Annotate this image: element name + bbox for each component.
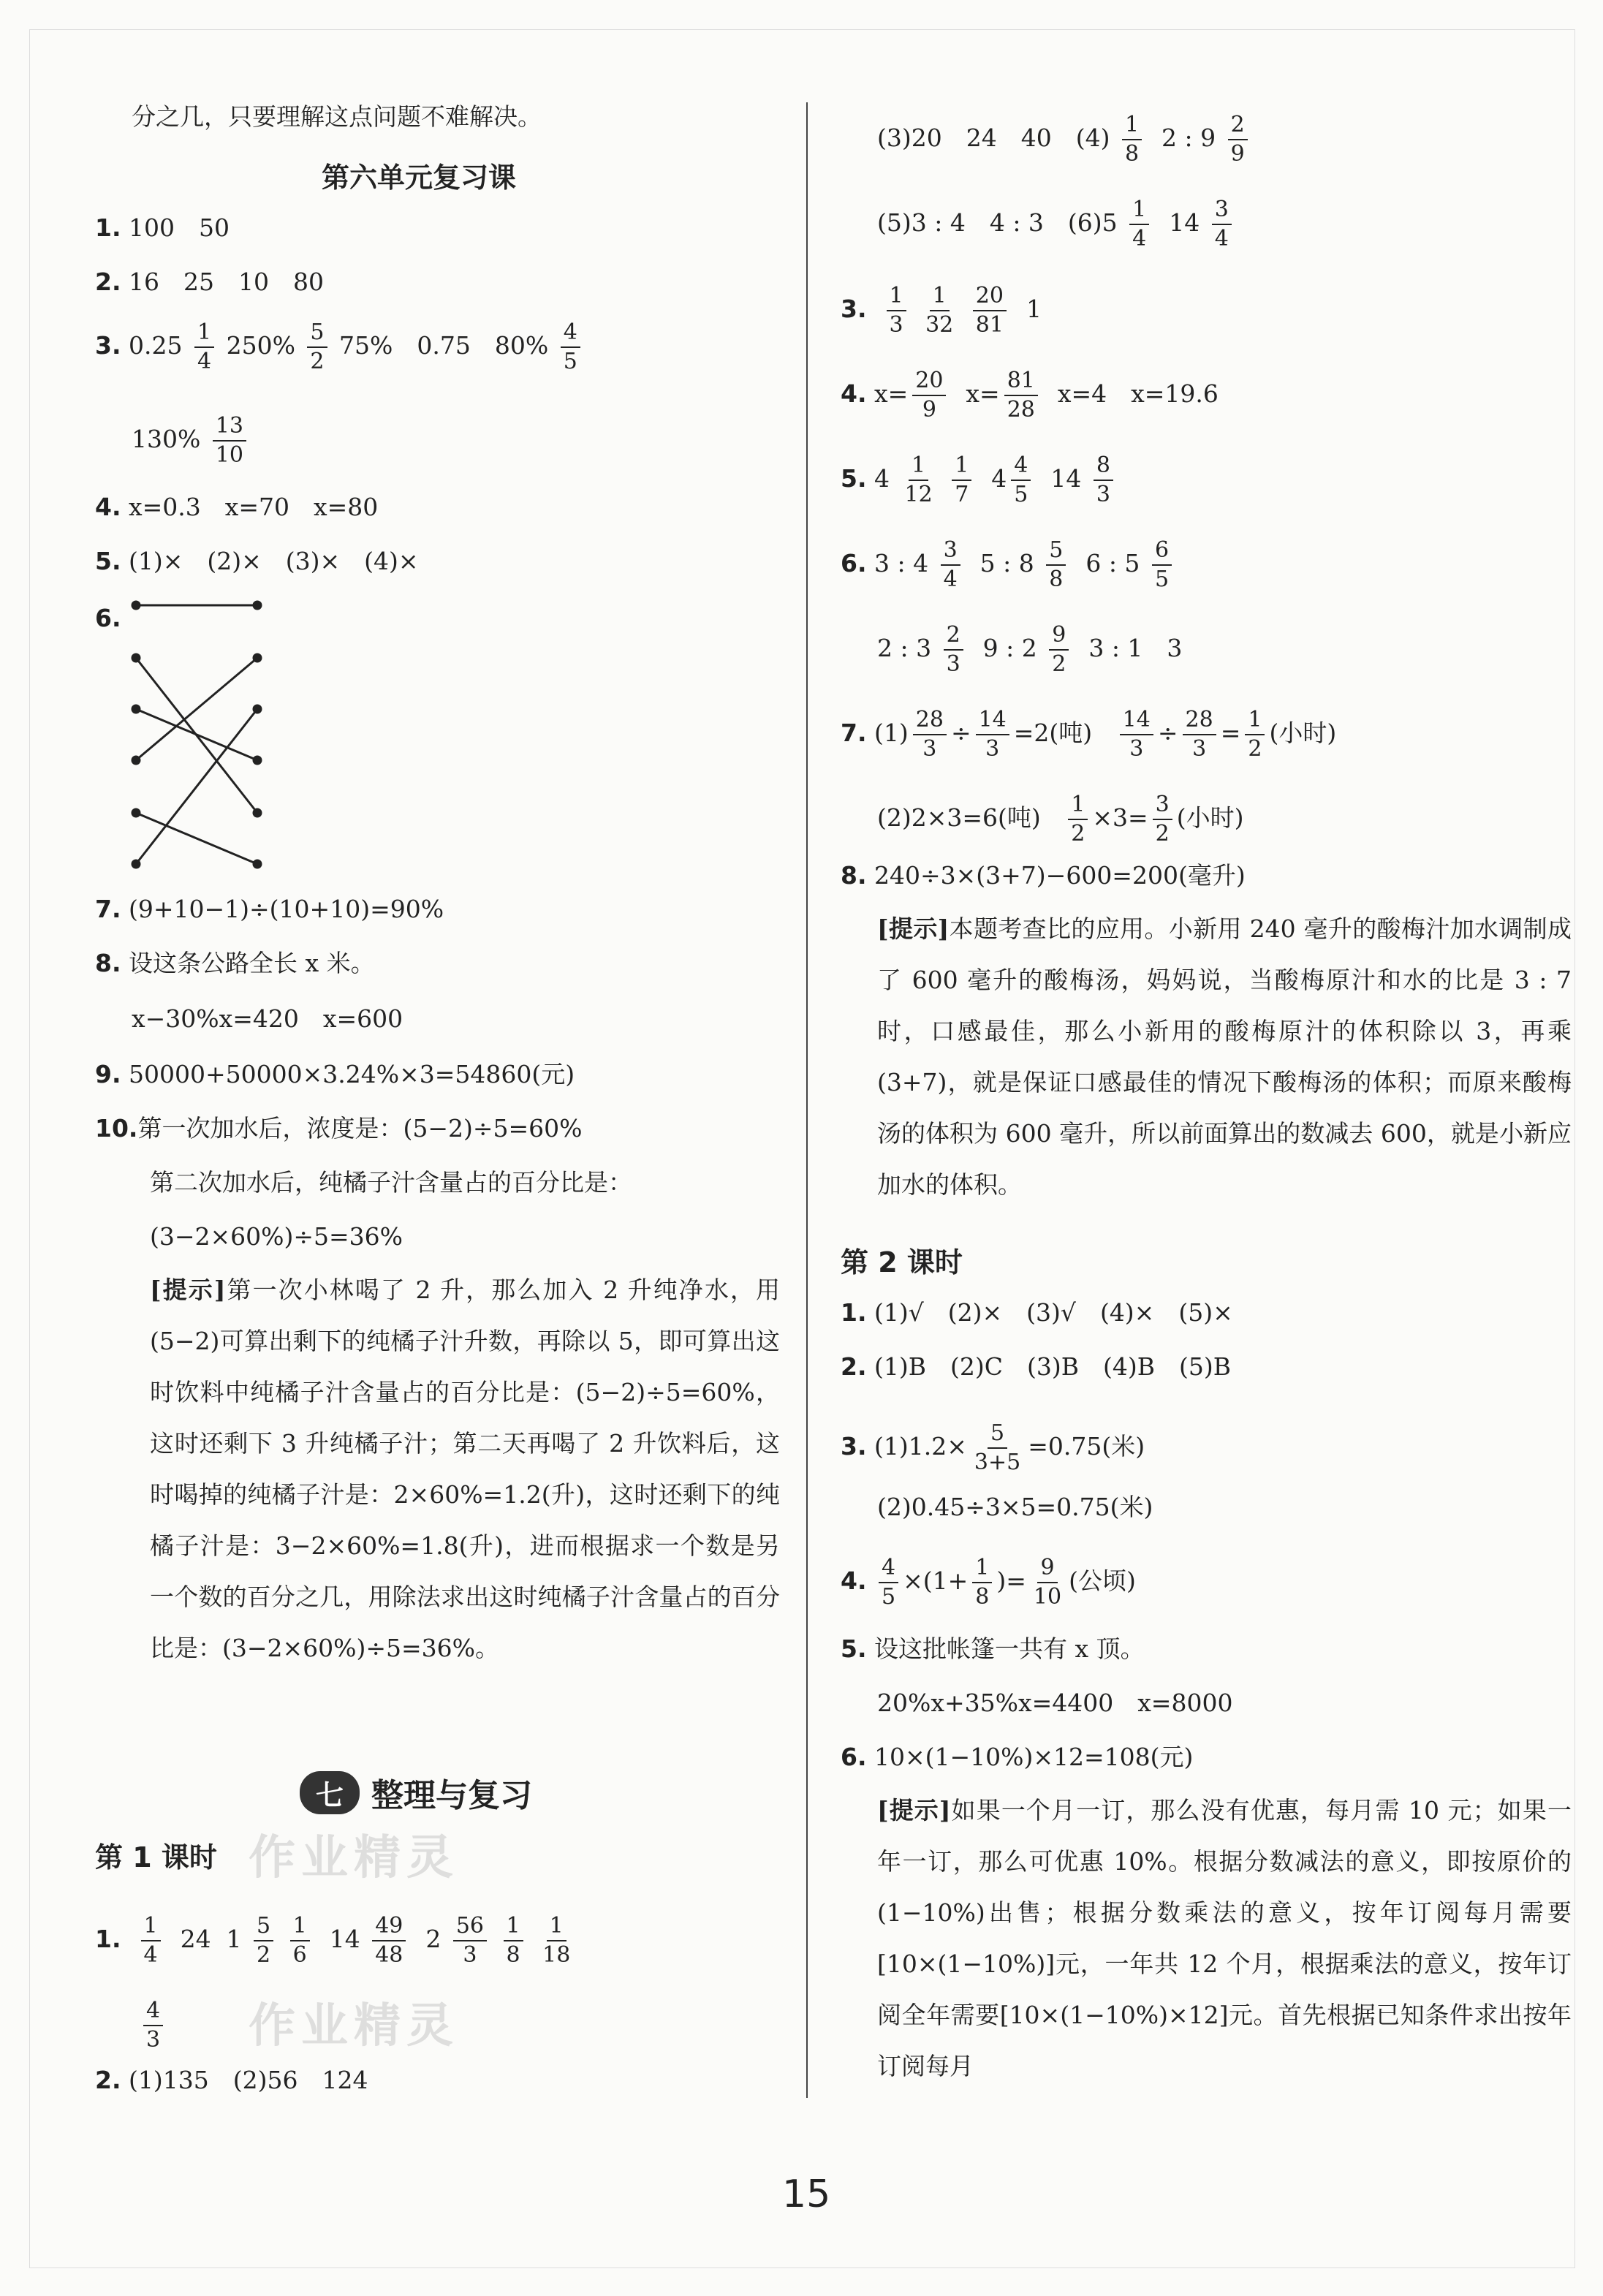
l2-answer-4: 4. $\frac{4}{5}$ ×(1+ $\frac{1}{8}$ )= $\frac{9}{10}$ (公顷) [841, 1555, 1136, 1610]
fraction: $\frac{3}{4}$ [941, 539, 960, 591]
answer-9: 9. 50000+50000×3.24%×3=54860(元) [95, 1060, 575, 1088]
r-answer-2-3-text: (3)20 24 40 (4) [877, 124, 1110, 152]
fraction: $\frac{56}{3}$ [453, 1915, 487, 1966]
fraction: $\frac{1}{4}$ [1129, 199, 1149, 250]
r-answer-2-3b: 2 : 9 [1161, 124, 1216, 152]
fraction: $\frac{28}{3}$ [913, 709, 947, 760]
answer-1: 1. 100 50 [95, 213, 230, 242]
r-answer-8: 8. 240÷3×(3+7)−600=200(毫升) [841, 861, 1246, 890]
chapter-number-badge: 七 [300, 1771, 360, 1814]
r-answer-8-hint [877, 903, 1572, 1210]
page-number: 15 [782, 2172, 831, 2216]
fraction: $\frac{2}{3}$ [944, 624, 963, 675]
fraction: $\frac{1}{32}$ [925, 283, 954, 338]
ratio: 5 : 8 [979, 549, 1034, 577]
r-answer-7: 7. (1) $\frac{28}{3}$ ÷ $\frac{14}{3}$ =2(吨) $\frac{14}{3}$ ÷ $\frac{28}{3}$ = $\frac{1}{2}$ (小时) [841, 707, 1337, 762]
fraction: $\frac{8}{3}$ [1094, 455, 1113, 506]
l2-answer-5-b: 20%x+35%x=4400 x=8000 [877, 1689, 1233, 1717]
answer-3-c: 75% 0.75 80% [339, 331, 549, 360]
fraction: $\frac{3}{2}$ [1153, 794, 1172, 845]
fraction: $\frac{1}{8}$ [972, 1557, 992, 1608]
ratio: 2 : 3 [877, 634, 932, 662]
r-answer-6-cont [877, 624, 1182, 675]
r-answer-5-a: 4 [874, 464, 890, 493]
chapter-title: 整理与复习 [371, 1777, 533, 1814]
answer-2-text: 16 25 10 80 [129, 268, 324, 296]
r-answer-2-part5 [877, 199, 1236, 250]
fraction: $\frac{1}{3}$ [887, 285, 906, 336]
answer-10-a: 第一次加水后，浓度是：(5−2)÷5=60% [137, 1114, 583, 1143]
matching-diagram [124, 592, 270, 870]
fraction: $\frac{1}{8}$ [1122, 114, 1142, 165]
fraction: $\frac{1}{4}$ [194, 322, 214, 373]
fraction: $\frac{5}{2}$ [307, 322, 327, 373]
fraction: $\frac{5}{8}$ [1046, 539, 1066, 591]
r-answer-2-6b: 14 [1169, 208, 1200, 237]
r-answer-7-a: =2(吨) [1013, 719, 1093, 747]
hint-text: 如果一个月一订，那么没有优惠，每月需 10 元；如果一年一订，那么可优惠 10%。根据分数减法的意义，即按原价的(1−10%)出售；根据分数乘法的意义，按年订阅每月需要[10×(1−10%)]元，一年共 12 个月，根据乘法的意义，按年订阅全年需要[10×(1−10%)×12]元。首先根据已知条件求出按年订阅每月 [877, 1796, 1572, 2080]
fraction: $\frac{5}{2}$ [254, 1915, 273, 1966]
fraction: $\frac{4}{5}$ [1011, 455, 1031, 506]
fraction: $\frac{13}{10}$ [213, 415, 246, 466]
r-answer-7-d: (小时) [1176, 803, 1244, 832]
r-answer-3-end: 1 [1026, 295, 1042, 323]
answer-3-cont [132, 415, 251, 466]
l2-answer-1-text: (1)√ (2)× (3)√ (4)× (5)× [874, 1298, 1233, 1327]
answer-10-hint [150, 1265, 780, 1674]
section-title: 第六单元复习课 [322, 162, 517, 194]
fraction: $\frac{49}{48}$ [372, 1915, 406, 1966]
r-answer-3: 3. $\frac{1}{3}$ $\frac{1}{32}$ $\frac{20}{81}$ 1 [841, 283, 1042, 338]
l2-answer-1: 1. (1)√ (2)× (3)√ (4)× (5)× [841, 1298, 1233, 1327]
r-answer-7-b: (小时) [1269, 719, 1337, 747]
fraction: $\frac{9}{2}$ [1049, 624, 1069, 675]
fraction: $\frac{20}{81}$ [973, 285, 1007, 336]
answer-5: 5. (1)× (2)× (3)× (4)× [95, 547, 419, 575]
lesson1-answer-1-cont [139, 2000, 167, 2051]
fraction: $\frac{1}{7}$ [952, 455, 971, 506]
l2-answer-6: 6. 10×(1−10%)×12=108(元) [841, 1743, 1194, 1771]
r-answer-2-part3 [877, 114, 1252, 165]
fraction: $\frac{5}{3+5}$ [974, 1420, 1021, 1475]
l2-answer-2: 2. (1)B (2)C (3)B (4)B (5)B [841, 1352, 1231, 1381]
answer-3-d: 130% [132, 425, 201, 453]
ratio: 9 : 2 [982, 634, 1037, 662]
fraction: $\frac{1}{8}$ [504, 1915, 523, 1966]
ratio: 3 : 1 3 [1088, 634, 1183, 662]
hint-label: [提示] [150, 1276, 226, 1304]
answer-9-text: 50000+50000×3.24%×3=54860(元) [129, 1060, 575, 1088]
l2-answer-6-hint [877, 1785, 1572, 2092]
answer-7: 7. (9+10−1)÷(10+10)=90% [95, 895, 444, 923]
r-answer-7-c: (2)2×3=6(吨) [877, 803, 1041, 832]
fraction: $\frac{1}{2}$ [1068, 794, 1088, 845]
answer-10: 10.第一次加水后，浓度是：(5−2)÷5=60% [95, 1114, 583, 1143]
answer-10-c: (3−2×60%)÷5=36% [150, 1222, 403, 1251]
r-answer-6: 6. 3 : 4 $\frac{3}{4}$ 5 : 8 $\frac{5}{8}$ 6 : 5 $\frac{6}{5}$ [841, 539, 1176, 591]
answer-8-a: 设这条公路全长 x 米。 [129, 949, 375, 977]
r-answer-4-text: x=4 x=19.6 [1057, 379, 1219, 408]
lesson-2-title: 第 2 课时 [841, 1246, 963, 1278]
r-answer-7-cont: (2)2×3=6(吨) $\frac{1}{2}$ ×3= $\frac{3}{2}$ (小时) [877, 792, 1244, 846]
fraction: $\frac{1}{6}$ [290, 1915, 310, 1966]
chapter-heading [300, 1769, 532, 1816]
l2-answer-3-b: (2)0.45÷3×5=0.75(米) [877, 1493, 1153, 1521]
l2-answer-2-text: (1)B (2)C (3)B (4)B (5)B [874, 1352, 1231, 1381]
answer-10-b: 第二次加水后，纯橘子汁含量占的百分比是： [150, 1168, 632, 1197]
fraction: $\frac{6}{5}$ [1152, 539, 1172, 591]
answer-5-text: (1)× (2)× (3)× (4)× [129, 547, 419, 575]
fraction: $\frac{1}{4}$ [141, 1915, 161, 1966]
fraction: $\frac{28}{3}$ [1183, 709, 1216, 760]
answer-3-b: 250% [226, 331, 295, 360]
watermark: 作业精灵 [249, 1999, 459, 2053]
watermark: 作业精灵 [249, 1831, 459, 1885]
answer-2: 2. 16 25 10 80 [95, 268, 324, 296]
fraction: $\frac{4}{5}$ [561, 322, 580, 373]
r-answer-5: 5. 4 $\frac{1}{12}$ $\frac{1}{7}$ 4 $\frac{4}{5}$ 14 $\frac{8}{3}$ [841, 455, 1118, 506]
fraction: $\frac{20}{9}$ [912, 370, 946, 421]
hint-text: 第一次小林喝了 2 升，那么加入 2 升纯净水，用(5−2)可算出剩下的纯橘子汁升数，再除以 5，即可算出这时饮料中纯橘子汁含量占的百分比是：(5−2)÷5=60%，这时还剩下 3 升纯橘子汁；第二天再喝了 2 升饮料后，这时喝掉的纯橘子汁是：2×60%=1.2(升)，这时还剩下的纯橘子汁是：3−2×60%=1.8(升)，进而根据求一个数是另一个数的百分之几，用除法求出这时纯橘子汁含量占的百分比是：(3−2×60%)÷5=36%。 [150, 1276, 780, 1662]
fraction: $\frac{14}{3}$ [1120, 709, 1153, 760]
fraction: $\frac{81}{28}$ [1004, 370, 1038, 421]
lesson-1-title: 第 1 课时 [95, 1841, 217, 1873]
l2-answer-5-a: 设这批帐篷一共有 x 顶。 [874, 1634, 1145, 1663]
answer-3-a: 0.25 [129, 331, 183, 360]
fraction: $\frac{3}{4}$ [1212, 199, 1232, 250]
answer-7-text: (9+10−1)÷(10+10)=90% [129, 895, 444, 923]
answer-4-text: x=0.3 x=70 x=80 [129, 493, 379, 521]
r-answer-4: 4. x= $\frac{20}{9}$ x= $\frac{81}{28}$ x=4 x=19.6 [841, 368, 1219, 423]
hint-label: [提示] [877, 914, 950, 943]
r-answer-8-text: 240÷3×(3+7)−600=200(毫升) [874, 861, 1246, 890]
answer-8-b: x−30%x=420 x=600 [132, 1004, 403, 1033]
answer-1-text: 100 50 [129, 213, 230, 242]
fraction: $\frac{1}{12}$ [904, 452, 933, 507]
answer-3: 3. 0.25 $\frac{1}{4}$ 250% $\frac{5}{2}$ 75% 0.75 80% $\frac{4}{5}$ [95, 322, 585, 373]
answer-4: 4. x=0.3 x=70 x=80 [95, 493, 379, 521]
r-answer-5-b: 14 [1050, 464, 1082, 493]
column-divider [806, 102, 808, 2098]
lesson1-answer-2-text: (1)135 (2)56 124 [129, 2066, 368, 2094]
l2-answer-4-unit: (公顷) [1069, 1566, 1136, 1595]
l2-answer-3: 3. (1)1.2× $\frac{5}{3+5}$ =0.75(米) [841, 1420, 1145, 1475]
r-answer-2-5-text: (5)3 : 4 4 : 3 (6)5 [877, 208, 1118, 237]
intro-text: 分之几，只要理解这点问题不难解决。 [132, 102, 542, 131]
fraction: $\frac{1}{2}$ [1245, 709, 1265, 760]
answer-8: 8. 设这条公路全长 x 米。 [95, 949, 375, 977]
hint-text: 本题考查比的应用。小新用 240 毫升的酸梅汁加水调制成了 600 毫升的酸梅汤，妈妈说，当酸梅原汁和水的比是 3 : 7 时，口感最佳，那么小新用的酸梅原汁的体积除以 3，再乘(3+7)，就是保证口感最佳的情况下酸梅汤的体积；而原来酸梅汤的体积为 600 毫升，所以前面算出的数减去 600，就是小新应加水的体积。 [877, 914, 1572, 1199]
fraction: $\frac{4}{5}$ [879, 1557, 898, 1608]
answer-6: 6. [95, 604, 121, 632]
ratio: 3 : 4 [874, 549, 929, 577]
fraction: $\frac{4}{3}$ [143, 2000, 163, 2051]
l2-answer-6-text: 10×(1−10%)×12=108(元) [874, 1743, 1194, 1771]
ratio: 6 : 5 [1085, 549, 1140, 577]
lesson1-answer-2: 2. (1)135 (2)56 124 [95, 2066, 368, 2094]
fraction: $\frac{1}{18}$ [542, 1913, 571, 1968]
fraction: $\frac{9}{10}$ [1033, 1555, 1062, 1610]
hint-label: [提示] [877, 1796, 951, 1825]
fraction: $\frac{2}{9}$ [1228, 114, 1248, 165]
lesson1-answer-1: 1. $\frac{1}{4}$ 24 1 $\frac{5}{2}$ $\frac{1}{6}$ 14 $\frac{49}{48}$ 2 $\frac{56}{3}$ $\frac{1}{8}$ $\frac{1}{18}$ [95, 1915, 577, 1966]
l2-answer-5: 5. 设这批帐篷一共有 x 顶。 [841, 1634, 1145, 1663]
fraction: $\frac{14}{3}$ [976, 709, 1009, 760]
l2-answer-3-a: =0.75(米) [1028, 1432, 1145, 1460]
